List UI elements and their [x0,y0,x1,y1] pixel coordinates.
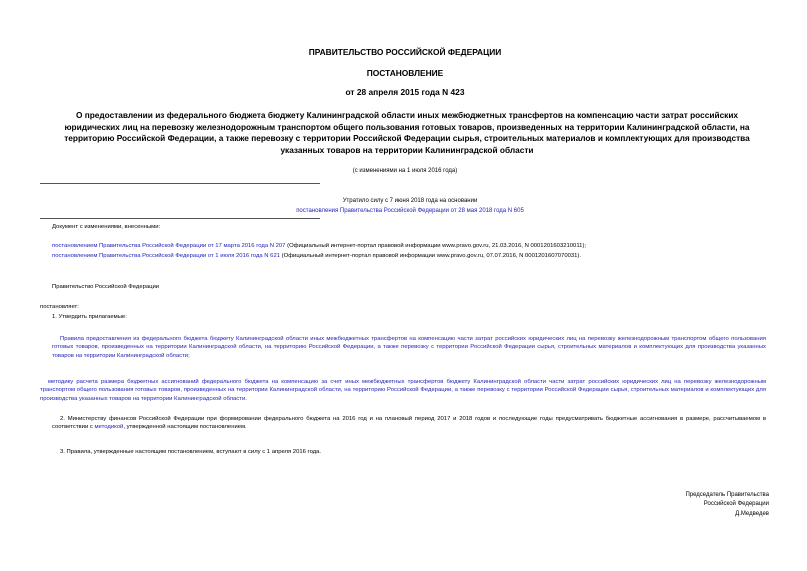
amendments-intro: Документ с изменениями, внесенными: [52,224,161,230]
paragraph-2-text: 2. Министерству финансов Российской Федерации при формировании федерального бюджета на 2016 год и на плановый период 2017 и 2018 годов и последующие годы предусматривать бюджетные ассигнования в размере, рассчитываемом в соответствии с [52,416,766,431]
signature-name: Д.Медведев [735,510,769,517]
amendment-source: (Официальный интернет-портал правовой информации www.pravo.gov.ru, 21.03.2016, N 0001201603210011); [285,243,587,249]
paragraph-2-end: , утвержденной настоящим постановлением. [123,424,247,431]
amendment-link[interactable]: постановлением Правительства Российской Федерации от 1 июля 2016 года N 621 [52,253,281,259]
government-heading: ПРАВИТЕЛЬСТВО РОССИЙСКОЙ ФЕДЕРАЦИИ [308,47,502,57]
divider-line [40,218,320,219]
method-link[interactable]: методикой [94,424,124,431]
document-type: ПОСТАНОВЛЕНИЕ [366,68,444,78]
paragraph-1: 1. Утвердить прилагаемые: [52,314,127,320]
amendment-link[interactable]: постановлением Правительства Российской Федерации от 17 марта 2016 года N 207 [52,243,286,249]
paragraph-1-rules-link[interactable]: Правила предоставления из федерального бюджета бюджету Калининградской области иных межбюджетных трансфертов на компенсацию части затрат российских юридических лиц на перевозку железнодорожным транспортом общего пользования готовых товаров, произведенных на территории Калининградской области, на территорию Российской Федерации, а также перевозку с территории Российской Федерации сырья, строительных материалов и комплектующих для производства указанных товаров на территории Калининградской области; [52,336,766,359]
changes-note: (с изменениями на 1 июля 2016 года) [352,168,458,174]
document-title: О предоставлении из федерального бюджета бюджету Калининградской области иных межбюджетных трансфертов на компенсацию части затрат российских юридических лиц на перевозку железнодорожным транспортом общего пользования готовых товаров, произведенных на территории Калининградской области, на территорию Российской Федерации, а также перевозку с территории Российской Федерации сырья, строительных материалов и комплектующих для производства указанных товаров на территории Калининградской области [64,110,750,155]
signature-position: Председатель Правительства [685,492,769,498]
divider-line [40,183,320,184]
expired-notice [200,196,620,216]
issuer: Правительство Российской Федерации [52,284,160,290]
decides: постановляет: [40,304,79,310]
amendment-item [52,243,586,249]
amendment-item [52,253,581,259]
paragraph-3: 3. Правила, утвержденные настоящим постановлением, вступают в силу с 1 апреля 2016 года. [60,449,322,455]
paragraph-2 [52,415,766,432]
expired-link[interactable]: постановления Правительства Российской Федерации от 28 мая 2018 года N 605 [296,208,524,214]
signature-block [685,491,769,519]
paragraph-1-method-link[interactable]: методику расчета размера бюджетных ассигнований федерального бюджета на компенсацию за счет иных межбюджетных трансфертов бюджету Калининградской области части затрат российских юридических лиц на перевозку железнодорожным транспортом общего пользования готовых товаров, произведенных на территории Калининградской области, на территорию Российской Федерации, а также перевозку с территории Российской Федерации сырья, строительных материалов и комплектующих для производства указанных товаров на территории Калининградской области. [40,379,766,402]
document-date-number: от 28 апреля 2015 года N 423 [345,87,465,97]
amendment-source: (Официальный интернет-портал правовой информации www.pravo.gov.ru, 07.07.2016, N 0001201607070031). [280,253,582,259]
expired-text: Утратило силу с 7 июня 2018 года на основании [342,198,478,204]
signature-organization: Российской Федерации [703,501,769,508]
